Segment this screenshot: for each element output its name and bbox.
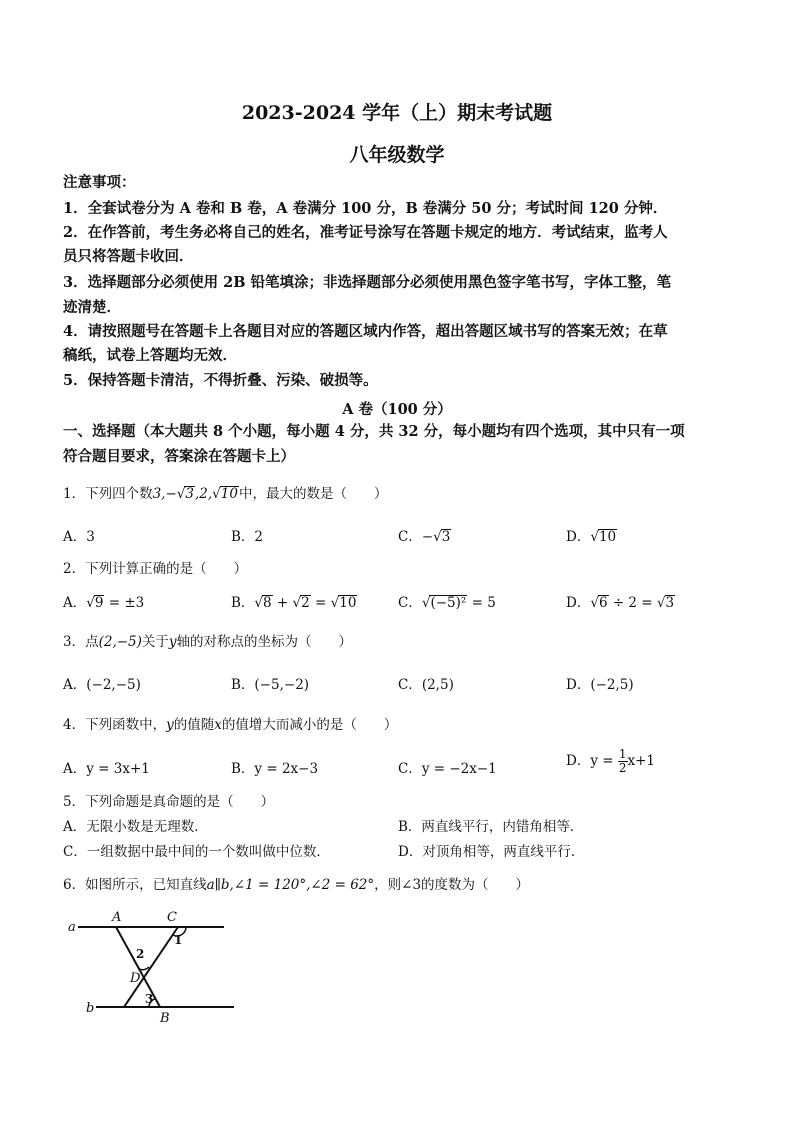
q5-option-a: A．无限小数是无理数． <box>63 819 208 835</box>
section-a-intro-1: 一、选择题（本大题共 8 个小题，每小题 4 分，共 32 分，每小题均有四个选项，其中只有一项 <box>63 423 685 440</box>
q2-option-a: A．√9 = ±3 <box>63 595 145 611</box>
label-C: C <box>167 910 177 925</box>
notes-line-4: 3．选择题部分必须使用 2B 铅笔填涂；非选择题部分必须使用黑色签字笔书写，字体工整，笔 <box>63 274 672 291</box>
notes-line-3: 员只将答题卡收回． <box>63 248 194 265</box>
page-subtitle: 八年级数学 <box>349 144 445 166</box>
label-D: D <box>130 971 141 986</box>
question-3-stem: 3．点(2,−5)关于y轴的对称点的坐标为（ ） <box>63 634 353 650</box>
q1-option-c: C．−√3 <box>398 529 451 545</box>
question-2-stem: 2．下列计算正确的是（ ） <box>63 561 248 577</box>
question-6-stem: 6．如图所示，已知直线a∥b,∠1 = 120°,∠2 = 62°，则∠3的度数为（ ） <box>63 877 530 893</box>
q4-option-d: D．y = $\frac{1}{2}$ x+1 <box>566 747 656 775</box>
q3-option-c: C．(2,5) <box>398 677 454 693</box>
q1-option-b: B．2 <box>231 529 264 545</box>
notes-line-6: 4．请按照题号在答题卡上各题目对应的答题区域内作答，超出答题区域书写的答案无效；在草 <box>63 323 668 340</box>
q3-option-a: A．(−2,−5) <box>63 677 141 693</box>
question-1-stem: 1．下列四个数3,−√3,2,√10中，最大的数是（ ） <box>63 486 388 502</box>
label-3: 3 <box>145 992 154 1006</box>
notes-line-8: 5．保持答题卡清洁，不得折叠、污染、破损等。 <box>63 372 378 389</box>
label-b: b <box>86 1001 95 1016</box>
q3-option-d: D．(−2,5) <box>566 677 634 693</box>
q2-option-d: D．√6 ÷ 2 = √3 <box>566 595 675 611</box>
label-2: 2 <box>136 947 145 961</box>
question-4-stem: 4．下列函数中，y的值随x的值增大而减小的是（ ） <box>63 717 398 733</box>
notes-heading: 注意事项： <box>63 174 136 191</box>
q4-option-c: C．y = −2x−1 <box>398 761 497 777</box>
angle-2-arc <box>139 967 149 970</box>
section-a-title: A 卷（100 分） <box>342 401 452 418</box>
q1-option-d: D．√10 <box>566 529 617 545</box>
section-a-intro-2: 符合题目要求，答案涂在答题卡上） <box>63 448 295 465</box>
notes-line-1: 1．全套试卷分为 A 卷和 B 卷，A 卷满分 100 分，B 卷满分 50 分；考试时间 120 分钟． <box>63 200 668 217</box>
q2-option-b: B．√8 + √2 = √10 <box>231 595 357 611</box>
q2-option-c: C．√(−5)² = 5 <box>398 595 496 611</box>
question-5-stem: 5．下列命题是真命题的是（ ） <box>63 794 275 810</box>
label-B: B <box>160 1011 170 1026</box>
notes-line-2: 2．在作答前，考生务必将自己的姓名，准考证号涂写在答题卡规定的地方．考试结束，监考人 <box>63 224 668 241</box>
label-1: 1 <box>174 933 183 947</box>
q3-option-b: B．(−5,−2) <box>231 677 310 693</box>
geometry-figure <box>64 905 234 1027</box>
label-A: A <box>112 910 122 925</box>
notes-line-7: 稿纸，试卷上答题均无效． <box>63 347 237 364</box>
page-title: 2023-2024 学年（上）期末考试题 <box>241 102 553 124</box>
fraction: $\frac{1}{2}$ <box>618 747 627 775</box>
q4-option-b: B．y = 2x−3 <box>231 761 319 777</box>
q5-option-b: B．两直线平行，内错角相等． <box>398 819 584 835</box>
notes-line-5: 迹清楚． <box>63 299 121 316</box>
q5-option-c: C．一组数据中最中间的一个数叫做中位数． <box>63 844 330 860</box>
q4-option-a: A．y = 3x+1 <box>63 761 150 777</box>
segment-ad-b <box>116 927 160 1007</box>
q1-option-a: A．3 <box>63 529 95 545</box>
label-a: a <box>68 920 76 935</box>
q5-option-d: D．对顶角相等，两直线平行． <box>398 844 585 860</box>
